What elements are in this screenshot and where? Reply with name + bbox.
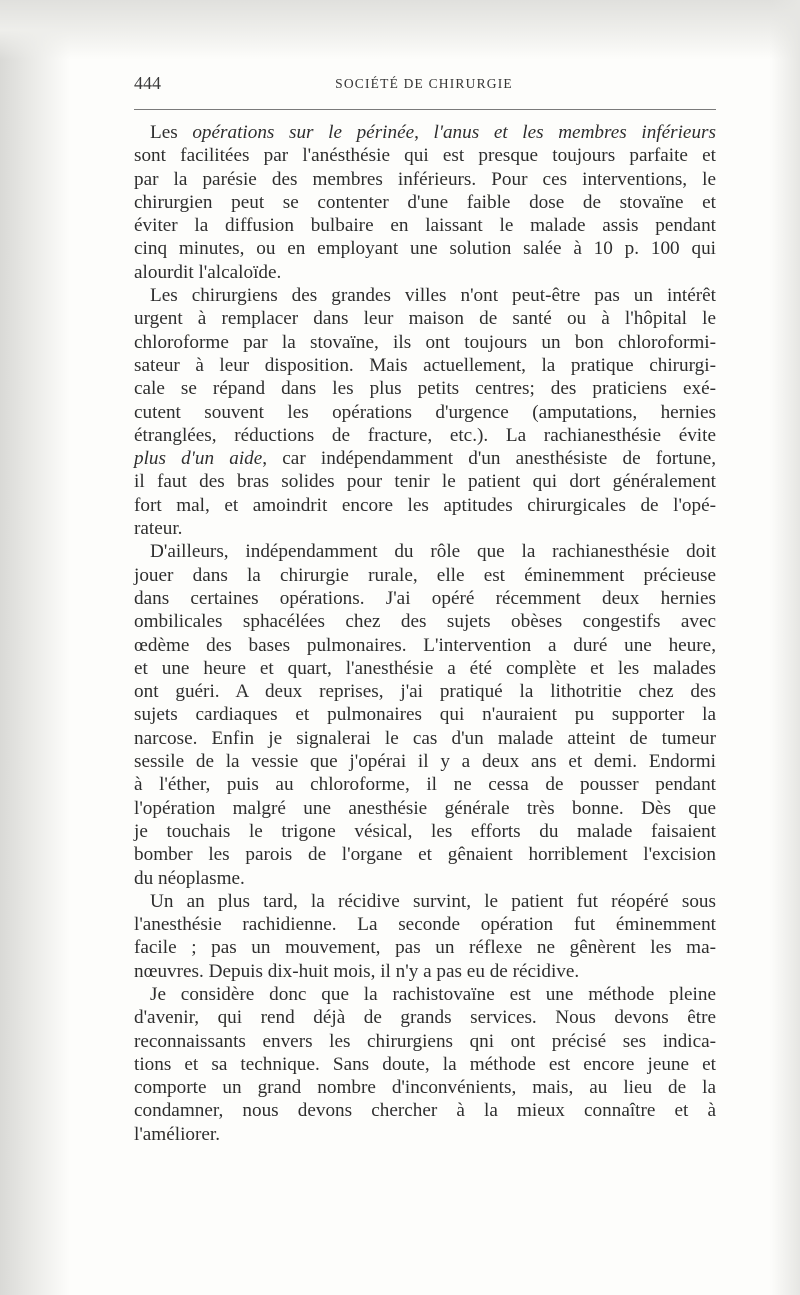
header-rule — [134, 109, 716, 110]
text-line: comporte un grand nombre d'inconvénients, mais, au lieu de la — [134, 1077, 716, 1099]
text-line: je touchais le trigone vésical, les efforts du malade faisaient — [134, 820, 716, 842]
text-line: il faut des bras solides pour tenir le patient qui dort généralement — [134, 471, 716, 493]
text-line: D'ailleurs, indépendamment du rôle que la rachianesthésie doit — [150, 541, 716, 563]
text-line: condamner, nous devons chercher à la mieux connaître et à — [134, 1100, 716, 1122]
text-line: nœuvres. Depuis dix-huit mois, il n'y a pas eu de récidive. — [134, 960, 580, 982]
paragraph — [134, 983, 716, 1146]
running-title: SOCIÉTÉ DE CHIRURGIE — [335, 76, 513, 91]
text-line: chloroforme par la stovaïne, ils ont toujours un bon chloroformi- — [134, 331, 716, 353]
text-line: cale se répand dans les plus petits centres; des praticiens exé- — [134, 378, 716, 400]
text-line — [134, 447, 716, 470]
running-header — [134, 73, 714, 103]
text-line: jouer dans la chirurgie rurale, elle est éminemment précieuse — [134, 564, 716, 586]
text-line: du néoplasme. — [134, 867, 245, 889]
paragraph — [134, 284, 716, 540]
text-line: par la parésie des membres inférieurs. Pour ces interventions, le — [134, 168, 716, 190]
text-line: Les chirurgiens des grandes villes n'ont peut-être pas un intérêt — [150, 285, 716, 307]
text-line: l'opération malgré une anesthésie générale très bonne. Dès que — [134, 797, 716, 819]
text-line: Un an plus tard, la récidive survint, le patient fut réopéré sous — [150, 890, 716, 912]
italic-text: opérations sur le périnée — [192, 122, 415, 143]
text-line: chirurgien peut se contenter d'une faible dose de stovaïne et — [134, 191, 716, 213]
text-line: ombilicales sphacélées chez des sujets obèses congestifs avec — [134, 611, 716, 633]
text-line: tions et sa technique. Sans doute, la méthode est encore jeune et — [134, 1053, 716, 1075]
paragraph — [134, 121, 716, 284]
italic-text: plus d'un aide — [134, 448, 263, 470]
text-line: rateur. — [134, 518, 183, 540]
text-line: dans certaines opérations. J'ai opéré récemment deux hernies — [134, 587, 716, 609]
text-line: urgent à remplacer dans leur maison de santé ou à l'hôpital le — [134, 308, 716, 330]
text-line: sateur à leur disposition. Mais actuellement, la pratique chirurgi- — [134, 354, 716, 376]
text-segment: Les — [150, 122, 193, 143]
text-line: l'améliorer. — [134, 1123, 221, 1145]
text-line: reconnaissants envers les chirurgiens qni ont précisé ses indica- — [134, 1030, 716, 1052]
page-number: 444 — [134, 73, 161, 93]
text-line: ont guéri. A deux reprises, j'ai pratiqué la lithotritie chez des — [134, 681, 716, 703]
text-line: facile ; pas un mouvement, pas un réflexe ne gênèrent les ma- — [134, 937, 716, 959]
text-line: sont facilitées par l'anésthésie qui est presque toujours parfaite et — [134, 145, 716, 167]
body-text — [134, 121, 716, 1146]
text-line: d'avenir, qui rend déjà de grands services. Nous devons être — [134, 1007, 716, 1029]
text-line: alourdit l'alcaloïde. — [134, 261, 282, 283]
text-line — [134, 121, 716, 144]
text-line: fort mal, et amoindrit encore les aptitudes chirurgicales de l'opé- — [134, 494, 716, 516]
text-line: sessile de la vessie que j'opérai il y a deux ans et demi. Endormi — [134, 751, 716, 773]
text-segment: , — [414, 122, 434, 143]
text-segment: , car indépendamment d'un anesthésiste de fortune, — [262, 448, 717, 470]
text-line: cutent souvent les opérations d'urgence (amputations, hernies — [134, 401, 716, 423]
paragraph — [134, 540, 716, 889]
text-line: éviter la diffusion bulbaire en laissant le malade assis pendant — [134, 215, 716, 237]
text-line: étranglées, réductions de fracture, etc.). La rachianesthésie évite — [134, 424, 716, 446]
text-line: cinq minutes, ou en employant une solution salée à 10 p. 100 qui — [134, 238, 716, 260]
paragraph — [134, 890, 716, 983]
text-line: et une heure et quart, l'anesthésie a été complète et les malades — [134, 657, 716, 679]
text-line: à l'éther, puis au chloroforme, il ne cessa de pousser pendant — [134, 774, 716, 796]
text-line: bomber les parois de l'organe et gênaient horriblement l'excision — [134, 844, 716, 866]
text-line: l'anesthésie rachidienne. La seconde opération fut éminemment — [134, 914, 716, 936]
text-line: Je considère donc que la rachistovaïne est une méthode pleine — [150, 983, 716, 1005]
text-line: narcose. Enfin je signalerai le cas d'un malade atteint de tumeur — [134, 727, 716, 749]
text-line: sujets cardiaques et pulmonaires qui n'auraient pu supporter la — [134, 704, 716, 726]
text-line: œdème des bases pulmonaires. L'intervention a duré une heure, — [134, 634, 716, 656]
italic-text: l'anus et les membres inférieurs — [433, 122, 716, 143]
